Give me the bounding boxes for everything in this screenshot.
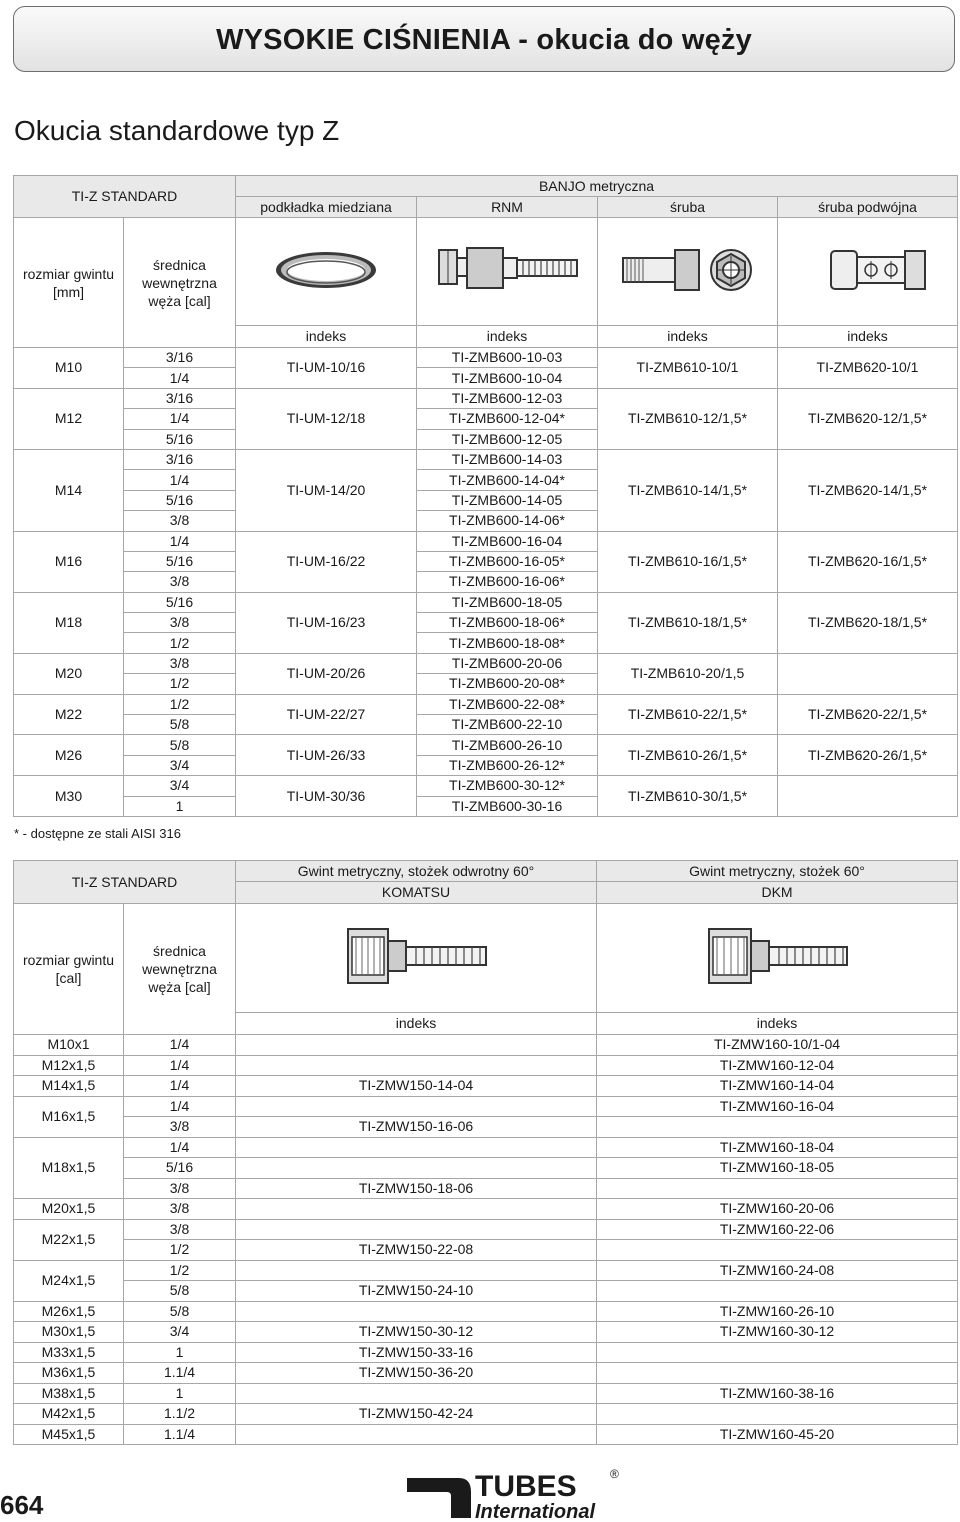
table-row: [14, 1383, 958, 1404]
hose-diameter: 1/2: [124, 1240, 236, 1261]
table-row: [14, 1424, 958, 1445]
thread-size: M22: [14, 694, 124, 735]
hose-diameter: 1/4: [124, 531, 236, 551]
hose-diameter: 3/16: [124, 388, 236, 408]
hose-diameter: 3/16: [124, 449, 236, 469]
rnm-index: TI-ZMB600-12-05: [417, 429, 598, 449]
col-header-thread-size: rozmiar gwintu [mm]: [14, 218, 124, 348]
logo-registered: ®: [610, 1467, 619, 1481]
sruba-drawing: [598, 218, 778, 326]
hose-diameter: 3/16: [124, 348, 236, 368]
thread-size: M18: [14, 592, 124, 653]
komatsu-index: TI-ZMW150-42-24: [236, 1404, 597, 1425]
sruba-index: TI-ZMB610-18/1,5*: [598, 592, 778, 653]
dkm-index: [597, 1178, 958, 1199]
dkm-index: TI-ZMW160-22-06: [597, 1219, 958, 1240]
col-header-dkm-thread: Gwint metryczny, stożek 60°: [597, 861, 958, 882]
table-row: [14, 592, 958, 612]
table-row: [14, 1363, 958, 1384]
thread-size: M36x1,5: [14, 1363, 124, 1384]
table-corner-label: TI-Z STANDARD: [14, 176, 236, 218]
section-title: Okucia standardowe typ Z: [14, 115, 340, 146]
table-row: [14, 1219, 958, 1240]
komatsu-index: [236, 1383, 597, 1404]
dkm-index: TI-ZMW160-16-04: [597, 1096, 958, 1117]
table-row: [14, 1301, 958, 1322]
table-row: [14, 1076, 958, 1097]
sruba-index: TI-ZMB610-22/1,5*: [598, 694, 778, 735]
komatsu-index: [236, 1424, 597, 1445]
indeks-label: indeks: [417, 326, 598, 348]
komatsu-index: [236, 1055, 597, 1076]
washer-index: TI-UM-10/16: [236, 348, 417, 389]
hose-diameter: 5/16: [124, 429, 236, 449]
thread-size: M14: [14, 449, 124, 531]
hose-diameter: 1/4: [124, 1076, 236, 1097]
komatsu-index: [236, 1096, 597, 1117]
thread-size: M33x1,5: [14, 1342, 124, 1363]
page-number: 664: [0, 1490, 44, 1520]
hose-diameter: 3/8: [124, 613, 236, 633]
dkm-index: TI-ZMW160-18-05: [597, 1158, 958, 1179]
thread-size: M10x1: [14, 1035, 124, 1056]
komatsu-index: [236, 1158, 597, 1179]
rnm-index: TI-ZMB600-16-04: [417, 531, 598, 551]
table-row: [14, 348, 958, 368]
thread-size: M30: [14, 776, 124, 817]
dkm-fitting-drawing: [597, 904, 958, 1013]
sruba-index: TI-ZMB610-10/1: [598, 348, 778, 389]
dkm-index: TI-ZMW160-30-12: [597, 1322, 958, 1343]
dkm-index: TI-ZMW160-45-20: [597, 1424, 958, 1445]
col-header-sruba: śruba: [598, 197, 778, 218]
hose-diameter: 3/8: [124, 1219, 236, 1240]
dkm-index: TI-ZMW160-18-04: [597, 1137, 958, 1158]
indeks-label: indeks: [597, 1013, 958, 1035]
table-corner-label: TI-Z STANDARD: [14, 861, 236, 904]
rnm-index: TI-ZMB600-14-04*: [417, 470, 598, 490]
hose-diameter: 1/4: [124, 1055, 236, 1076]
hose-diameter: 3/8: [124, 1199, 236, 1220]
komatsu-index: [236, 1219, 597, 1240]
rnm-index: TI-ZMB600-26-10: [417, 735, 598, 755]
hose-diameter: 5/16: [124, 490, 236, 510]
thread-size: M20x1,5: [14, 1199, 124, 1220]
hose-diameter: 3/8: [124, 1117, 236, 1138]
hose-diameter: 3/4: [124, 776, 236, 796]
thread-size: M10: [14, 348, 124, 389]
rnm-index: TI-ZMB600-26-12*: [417, 755, 598, 775]
indeks-label: indeks: [598, 326, 778, 348]
thread-size: M45x1,5: [14, 1424, 124, 1445]
sruba-index: TI-ZMB610-16/1,5*: [598, 531, 778, 592]
sruba-index: TI-ZMB610-14/1,5*: [598, 449, 778, 531]
rnm-index: TI-ZMB600-14-05: [417, 490, 598, 510]
hose-diameter: 5/8: [124, 735, 236, 755]
hose-diameter: 1/2: [124, 633, 236, 653]
hose-diameter: 5/16: [124, 1158, 236, 1179]
thread-size: M16x1,5: [14, 1096, 124, 1137]
table-row: [14, 1281, 958, 1302]
rnm-index: TI-ZMB600-14-03: [417, 449, 598, 469]
hose-diameter: 1/2: [124, 694, 236, 714]
rnm-index: TI-ZMB600-14-06*: [417, 511, 598, 531]
hose-diameter: 5/16: [124, 592, 236, 612]
sruba-index: TI-ZMB610-20/1,5: [598, 653, 778, 694]
komatsu-index: TI-ZMW150-14-04: [236, 1076, 597, 1097]
washer-index: TI-UM-16/22: [236, 531, 417, 592]
table-row: [14, 1158, 958, 1179]
table-row: [14, 1055, 958, 1076]
sruba-podwojna-drawing: [778, 218, 958, 326]
table-row: [14, 449, 958, 469]
hose-diameter: 1/2: [124, 1260, 236, 1281]
group-header: BANJO metryczna: [236, 176, 958, 197]
washer-index: TI-UM-14/20: [236, 449, 417, 531]
table-row: [14, 1260, 958, 1281]
page-header: [13, 6, 955, 72]
sruba-podwojna-index: TI-ZMB620-14/1,5*: [778, 449, 958, 531]
dkm-index: [597, 1117, 958, 1138]
rnm-index: TI-ZMB600-18-08*: [417, 633, 598, 653]
komatsu-index: [236, 1260, 597, 1281]
thread-size: M20: [14, 653, 124, 694]
table-row: [14, 776, 958, 796]
rnm-index: TI-ZMB600-12-03: [417, 388, 598, 408]
col-header-komatsu: KOMATSU: [236, 882, 597, 904]
col-header-komatsu-thread: Gwint metryczny, stożek odwrotny 60°: [236, 861, 597, 882]
hose-diameter: 1.1/4: [124, 1363, 236, 1384]
hose-diameter: 1: [124, 1383, 236, 1404]
hose-diameter: 1: [124, 1342, 236, 1363]
col-header-thread-size: rozmiar gwintu [cal]: [14, 904, 124, 1035]
washer-index: TI-UM-16/23: [236, 592, 417, 653]
hose-diameter: 1/4: [124, 470, 236, 490]
rnm-index: TI-ZMB600-20-06: [417, 653, 598, 673]
table-row: [14, 735, 958, 755]
dkm-index: TI-ZMW160-38-16: [597, 1383, 958, 1404]
banjo-table: [13, 175, 958, 817]
hose-diameter: 1: [124, 796, 236, 816]
table-row: [14, 694, 958, 714]
rnm-index: TI-ZMB600-10-04: [417, 368, 598, 388]
komatsu-index: TI-ZMW150-18-06: [236, 1178, 597, 1199]
rnm-index: TI-ZMB600-20-08*: [417, 674, 598, 694]
komatsu-index: [236, 1035, 597, 1056]
sruba-index: TI-ZMB610-26/1,5*: [598, 735, 778, 776]
table-row: [14, 1178, 958, 1199]
sruba-podwojna-index: TI-ZMB620-10/1: [778, 348, 958, 389]
dkm-index: [597, 1240, 958, 1261]
dkm-index: TI-ZMW160-24-08: [597, 1260, 958, 1281]
thread-size: M12x1,5: [14, 1055, 124, 1076]
sruba-podwojna-index: [778, 776, 958, 817]
rnm-index: TI-ZMB600-10-03: [417, 348, 598, 368]
table-row: [14, 1342, 958, 1363]
dkm-index: TI-ZMW160-20-06: [597, 1199, 958, 1220]
table-row: [14, 1404, 958, 1425]
hose-diameter: 1/4: [124, 1137, 236, 1158]
dkm-index: TI-ZMW160-10/1-04: [597, 1035, 958, 1056]
col-header-dkm: DKM: [597, 882, 958, 904]
hose-diameter: 1/4: [124, 409, 236, 429]
komatsu-index: TI-ZMW150-22-08: [236, 1240, 597, 1261]
thread-size: M14x1,5: [14, 1076, 124, 1097]
hose-diameter: 3/8: [124, 572, 236, 592]
tubes-international-logo: [405, 1466, 635, 1522]
hose-diameter: 1/4: [124, 1096, 236, 1117]
komatsu-index: TI-ZMW150-16-06: [236, 1117, 597, 1138]
washer-index: TI-UM-22/27: [236, 694, 417, 735]
table-row: [14, 1199, 958, 1220]
rnm-index: TI-ZMB600-16-06*: [417, 572, 598, 592]
thread-size: M26x1,5: [14, 1301, 124, 1322]
thread-size: M16: [14, 531, 124, 592]
rnm-index: TI-ZMB600-16-05*: [417, 551, 598, 571]
sruba-podwojna-index: [778, 653, 958, 694]
hose-diameter: 5/8: [124, 1301, 236, 1322]
col-header-rnm: RNM: [417, 197, 598, 218]
thread-size: M42x1,5: [14, 1404, 124, 1425]
washer-index: TI-UM-30/36: [236, 776, 417, 817]
washer-index: TI-UM-12/18: [236, 388, 417, 449]
thread-size: M38x1,5: [14, 1383, 124, 1404]
washer-drawing: [236, 218, 417, 326]
col-header-washer: podkładka miedziana: [236, 197, 417, 218]
komatsu-index: [236, 1301, 597, 1322]
komatsu-index: TI-ZMW150-36-20: [236, 1363, 597, 1384]
rnm-index: TI-ZMB600-30-12*: [417, 776, 598, 796]
table-row: [14, 388, 958, 408]
hose-diameter: 3/8: [124, 1178, 236, 1199]
thread-size: M12: [14, 388, 124, 449]
hose-diameter: 3/4: [124, 755, 236, 775]
washer-index: TI-UM-20/26: [236, 653, 417, 694]
komatsu-index: [236, 1199, 597, 1220]
table-row: [14, 1322, 958, 1343]
komatsu-index: [236, 1137, 597, 1158]
sruba-index: TI-ZMB610-12/1,5*: [598, 388, 778, 449]
thread-size: M26: [14, 735, 124, 776]
rnm-index: TI-ZMB600-30-16: [417, 796, 598, 816]
sruba-index: TI-ZMB610-30/1,5*: [598, 776, 778, 817]
footnote: * - dostępne ze stali AISI 316: [14, 826, 181, 841]
rnm-index: TI-ZMB600-18-05: [417, 592, 598, 612]
hose-diameter: 5/8: [124, 1281, 236, 1302]
table-row: [14, 531, 958, 551]
sruba-podwojna-index: TI-ZMB620-18/1,5*: [778, 592, 958, 653]
page-title: WYSOKIE CIŚNIENIA - okucia do węży: [216, 24, 752, 56]
thread-size: M24x1,5: [14, 1260, 124, 1301]
table-row: [14, 1240, 958, 1261]
hose-diameter: 1/4: [124, 1035, 236, 1056]
col-header-hose-diameter: średnica wewnętrzna węża [cal]: [124, 218, 236, 348]
komatsu-fitting-drawing: [236, 904, 597, 1013]
komatsu-index: TI-ZMW150-33-16: [236, 1342, 597, 1363]
hose-diameter: 1/4: [124, 368, 236, 388]
col-header-sruba-podwojna: śruba podwójna: [778, 197, 958, 218]
dkm-index: [597, 1404, 958, 1425]
thread-size: M18x1,5: [14, 1137, 124, 1199]
indeks-label: indeks: [236, 1013, 597, 1035]
indeks-label: indeks: [778, 326, 958, 348]
washer-index: TI-UM-26/33: [236, 735, 417, 776]
table-row: [14, 653, 958, 673]
hose-diameter: 1.1/4: [124, 1424, 236, 1445]
rnm-index: TI-ZMB600-18-06*: [417, 613, 598, 633]
table-row: [14, 1096, 958, 1117]
hose-diameter: 5/8: [124, 715, 236, 735]
dkm-index: TI-ZMW160-26-10: [597, 1301, 958, 1322]
dkm-index: [597, 1342, 958, 1363]
hose-diameter: 1.1/2: [124, 1404, 236, 1425]
logo-name: TUBES: [475, 1470, 577, 1503]
hose-diameter: 3/4: [124, 1322, 236, 1343]
table-row: [14, 1035, 958, 1056]
hose-diameter: 1/2: [124, 674, 236, 694]
komatsu-index: TI-ZMW150-30-12: [236, 1322, 597, 1343]
col-header-hose-diameter: średnica wewnętrzna węża [cal]: [124, 904, 236, 1035]
table-row: [14, 1137, 958, 1158]
rnm-index: TI-ZMB600-22-08*: [417, 694, 598, 714]
hose-diameter: 3/8: [124, 653, 236, 673]
sruba-podwojna-index: TI-ZMB620-12/1,5*: [778, 388, 958, 449]
dkm-index: TI-ZMW160-12-04: [597, 1055, 958, 1076]
dkm-index: TI-ZMW160-14-04: [597, 1076, 958, 1097]
rnm-index: TI-ZMB600-12-04*: [417, 409, 598, 429]
komatsu-dkm-table: [13, 860, 958, 1445]
dkm-index: [597, 1281, 958, 1302]
hose-diameter: 5/16: [124, 551, 236, 571]
table-row: [14, 1117, 958, 1138]
rnm-fitting-drawing: [417, 218, 598, 326]
thread-size: M22x1,5: [14, 1219, 124, 1260]
sruba-podwojna-index: TI-ZMB620-22/1,5*: [778, 694, 958, 735]
sruba-podwojna-index: TI-ZMB620-26/1,5*: [778, 735, 958, 776]
indeks-label: indeks: [236, 326, 417, 348]
thread-size: M30x1,5: [14, 1322, 124, 1343]
hose-diameter: 3/8: [124, 511, 236, 531]
sruba-podwojna-index: TI-ZMB620-16/1,5*: [778, 531, 958, 592]
komatsu-index: TI-ZMW150-24-10: [236, 1281, 597, 1302]
rnm-index: TI-ZMB600-22-10: [417, 715, 598, 735]
dkm-index: [597, 1363, 958, 1384]
logo-subtitle: International: [475, 1501, 596, 1522]
